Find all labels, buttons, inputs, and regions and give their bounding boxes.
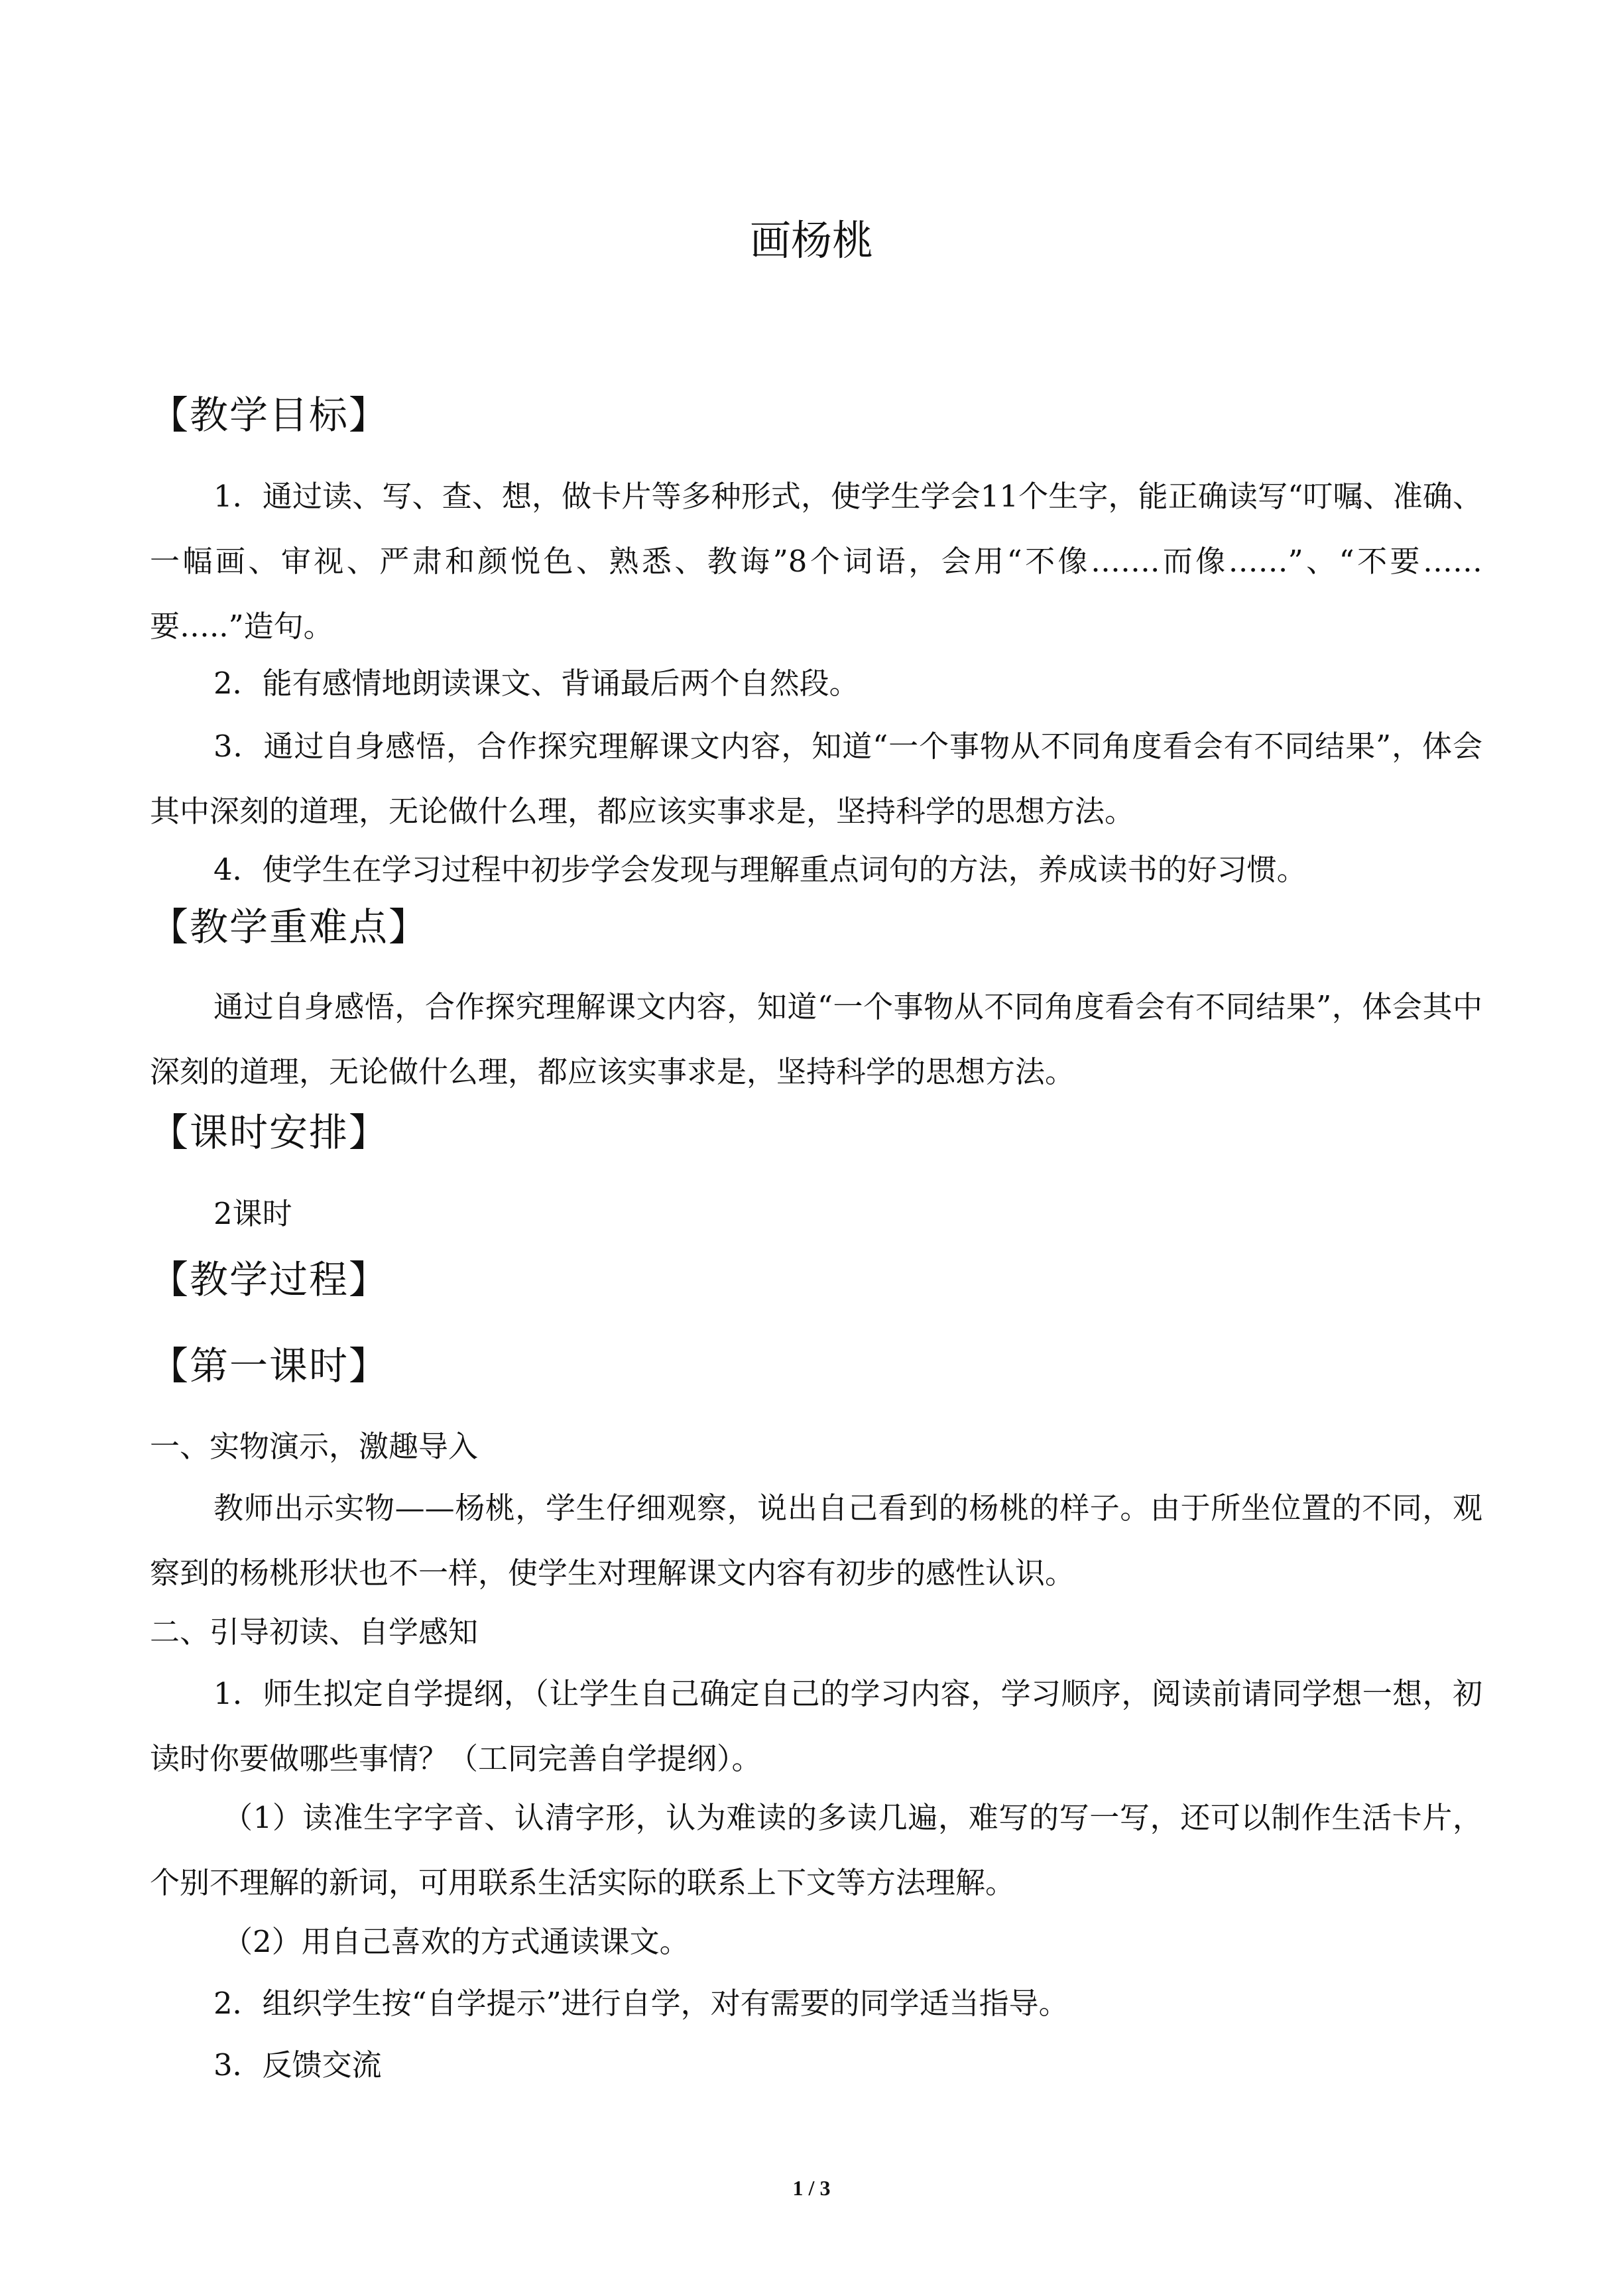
step-2-title: 二、引导初读、自学感知	[150, 1614, 479, 1650]
page-number: 1 / 3	[792, 2176, 831, 2200]
step-2-item-1: 1．师生拟定自学提纲，（让学生自己确定自己的学习内容，学习顺序，阅读前请同学想一想，初读时你要做哪些事情？（工同完善自学提纲）。	[150, 1676, 1482, 1776]
schedule-text: 2课时	[213, 1196, 292, 1231]
goal-item-3: 3．通过自身感悟，合作探究理解课文内容，知道“一个事物从不同角度看会有不同结果”，体会其中深刻的道理，无论做什么理，都应该实事求是，坚持科学的思想方法。	[150, 729, 1482, 829]
heading-schedule: 【课时安排】	[150, 1110, 389, 1155]
goal-item-2: 2．能有感情地朗读课文、背诵最后两个自然段。	[213, 666, 859, 701]
step-1-text: 教师出示实物——杨桃，学生仔细观察，说出自己看到的杨桃的样子。由于所坐位置的不同，观察到的杨桃形状也不一样，使学生对理解课文内容有初步的感性认识。	[150, 1490, 1482, 1591]
heading-key-points: 【教学重难点】	[150, 904, 429, 949]
step-2-item-2: 2．组织学生按“自学提示”进行自学，对有需要的同学适当指导。	[213, 1986, 1069, 2021]
step-2-sub-2: （2）用自己喜欢的方式通读课文。	[223, 1924, 690, 1959]
document-title: 画杨桃	[749, 216, 873, 265]
heading-lesson-1: 【第一课时】	[150, 1343, 389, 1388]
heading-teaching-goals: 【教学目标】	[150, 393, 389, 438]
goal-item-4: 4．使学生在学习过程中初步学会发现与理解重点词句的方法，养成读书的好习惯。	[213, 852, 1307, 887]
goal-item-1: 1．通过读、写、查、想，做卡片等多种形式，使学生学会11个生字，能正确读写“叮嘱、准确、一幅画、审视、严肃和颜悦色、熟悉、教诲”8个词语，会用“不像…….而像……”、“不要……要…..”造句。	[150, 479, 1482, 644]
step-1-title: 一、实物演示，激趣导入	[150, 1429, 479, 1464]
heading-teaching-process: 【教学过程】	[150, 1257, 389, 1302]
step-2-sub-1: （1）读准生字字音、认清字形，认为难读的多读几遍，难写的写一写，还可以制作生活卡片，个别不理解的新词，可用联系生活实际的联系上下文等方法理解。	[150, 1800, 1482, 1900]
key-points-text: 通过自身感悟，合作探究理解课文内容，知道“一个事物从不同角度看会有不同结果”，体会其中深刻的道理，无论做什么理，都应该实事求是，坚持科学的思想方法。	[150, 989, 1482, 1089]
step-2-item-3: 3．反馈交流	[213, 2047, 382, 2083]
